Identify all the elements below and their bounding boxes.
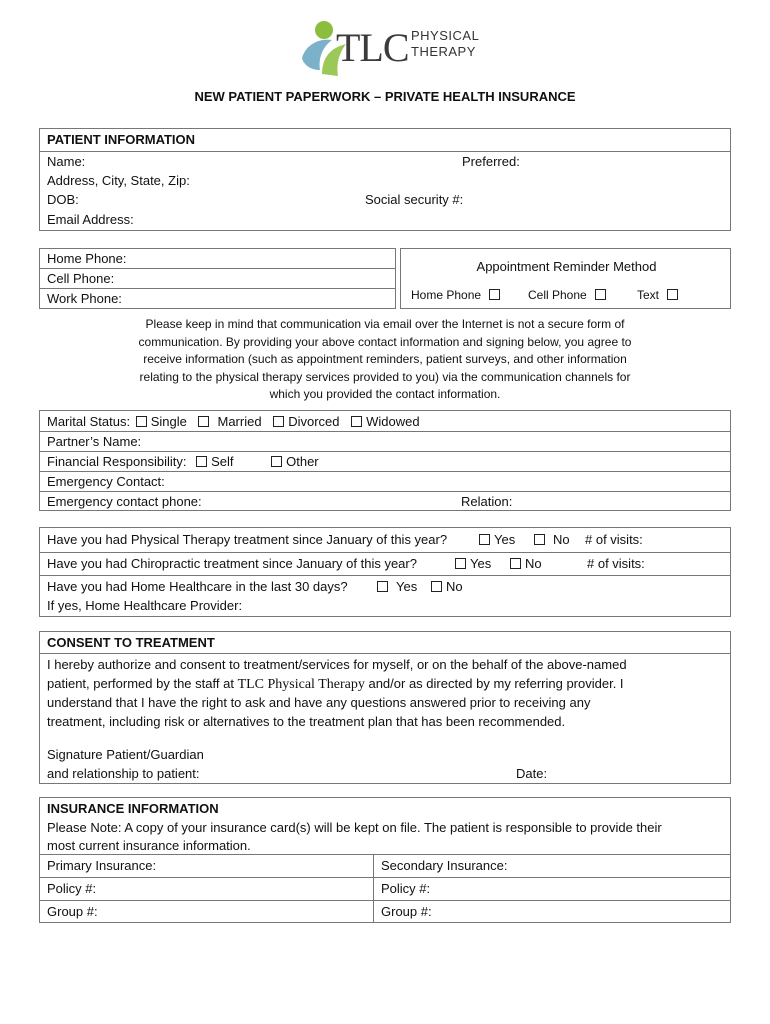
- insurance-note: Please Note: A copy of your insurance card(s) will be kept on file. The patient is responsible to provide their: [47, 820, 662, 835]
- primary-group-field[interactable]: Group #:: [47, 904, 98, 919]
- page-title: NEW PATIENT PAPERWORK – PRIVATE HEALTH INSURANCE: [194, 89, 576, 104]
- home-no-checkbox[interactable]: [431, 581, 442, 592]
- chiro-no-checkbox[interactable]: [510, 558, 521, 569]
- chiro-yes-label: Yes: [470, 556, 492, 571]
- reminder-home-label: Home Phone: [411, 288, 482, 302]
- emergency-phone-field[interactable]: Emergency contact phone:: [47, 494, 202, 509]
- financial-responsibility-label: Financial Responsibility:: [47, 454, 187, 469]
- home-yes-label: Yes: [396, 579, 418, 594]
- chiro-yes-checkbox[interactable]: [455, 558, 466, 569]
- notice-line: which you provided the contact information.: [269, 387, 501, 401]
- reminder-text-label: Text: [637, 288, 660, 302]
- home-no-label: No: [446, 579, 463, 594]
- single-label: Single: [150, 414, 187, 429]
- consent-practice-name: TLC Physical Therapy: [237, 677, 365, 692]
- consent-section: [39, 631, 731, 784]
- relation-field[interactable]: Relation:: [461, 494, 513, 509]
- email-field[interactable]: Email Address:: [47, 212, 134, 227]
- name-field[interactable]: Name:: [47, 154, 86, 169]
- secondary-insurance-field[interactable]: Secondary Insurance:: [381, 858, 508, 873]
- treatment-history-section: [39, 527, 731, 617]
- pt-yes-checkbox[interactable]: [479, 534, 490, 545]
- consent-text-line: and/or as directed by my referring provider. I: [368, 676, 624, 691]
- reminder-method-section: [400, 248, 731, 309]
- married-checkbox[interactable]: [198, 416, 209, 427]
- preferred-field[interactable]: Preferred:: [462, 154, 520, 169]
- notice-line: receive information (such as appointment reminders, patient surveys, and other information: [143, 352, 627, 366]
- other-checkbox[interactable]: [271, 456, 282, 467]
- emergency-contact-field[interactable]: Emergency Contact:: [47, 474, 165, 489]
- self-label: Self: [211, 454, 234, 469]
- partner-name-field[interactable]: Partner’s Name:: [47, 434, 142, 449]
- consent-header: CONSENT TO TREATMENT: [47, 635, 215, 650]
- pt-visits-field[interactable]: # of visits:: [585, 532, 643, 547]
- pt-question: Have you had Physical Therapy treatment since January of this year?: [47, 532, 448, 547]
- address-field[interactable]: Address, City, State, Zip:: [47, 173, 190, 188]
- reminder-cell-checkbox[interactable]: [595, 289, 606, 300]
- consent-text-line: I hereby authorize and consent to treatment/services for myself, or on the behalf of the above-named: [47, 657, 627, 672]
- marital-status-label: Marital Status:: [47, 414, 131, 429]
- insurance-header: INSURANCE INFORMATION: [47, 801, 219, 816]
- consent-text-line: patient, performed by the staff at: [47, 676, 234, 691]
- other-label: Other: [286, 454, 319, 469]
- self-checkbox[interactable]: [196, 456, 207, 467]
- widowed-checkbox[interactable]: [351, 416, 362, 427]
- work-phone-field[interactable]: Work Phone:: [47, 291, 122, 306]
- consent-text-line: treatment, including risk or alternatives to the treatment plan that has been recommended.: [47, 714, 566, 729]
- notice-line: communication. By providing your above contact information and signing below, you agree to: [138, 334, 632, 349]
- signature-field[interactable]: and relationship to patient:: [47, 766, 200, 781]
- chiro-question: Have you had Chiropractic treatment since January of this year?: [47, 556, 417, 571]
- reminder-cell-label: Cell Phone: [528, 288, 587, 302]
- pt-no-checkbox[interactable]: [534, 534, 545, 545]
- home-yes-checkbox[interactable]: [377, 581, 388, 592]
- secondary-policy-field[interactable]: Policy #:: [381, 881, 431, 896]
- home-phone-field[interactable]: Home Phone:: [47, 251, 127, 266]
- married-label: Married: [217, 414, 262, 429]
- widowed-label: Widowed: [366, 414, 420, 429]
- dob-field[interactable]: DOB:: [47, 192, 79, 207]
- marital-section: [39, 410, 731, 511]
- secondary-group-field[interactable]: Group #:: [381, 904, 432, 919]
- patient-information-section: [39, 128, 731, 231]
- insurance-note: most current insurance information.: [47, 838, 251, 853]
- reminder-title: Appointment Reminder Method: [476, 259, 657, 274]
- divorced-checkbox[interactable]: [273, 416, 284, 427]
- pt-yes-label: Yes: [494, 532, 516, 547]
- logo-name: TLC: [336, 25, 409, 70]
- primary-policy-field[interactable]: Policy #:: [47, 881, 97, 896]
- notice-line: relating to the physical therapy services provided to you) via the communication channels for: [139, 369, 631, 384]
- communication-notice: [60, 316, 710, 404]
- pt-no-label: No: [553, 532, 570, 547]
- reminder-home-checkbox[interactable]: [489, 289, 500, 300]
- consent-text-line: understand that I have the right to ask and have any questions answered prior to receiving any: [47, 695, 591, 710]
- primary-insurance-field[interactable]: Primary Insurance:: [47, 858, 157, 873]
- logo: [296, 18, 481, 80]
- logo-line2: THERAPY: [411, 44, 476, 59]
- consent-date-field[interactable]: Date:: [516, 766, 548, 781]
- home-provider-field[interactable]: If yes, Home Healthcare Provider:: [47, 598, 243, 613]
- single-checkbox[interactable]: [136, 416, 147, 427]
- home-healthcare-question: Have you had Home Healthcare in the last 30 days?: [47, 579, 348, 594]
- cell-phone-field[interactable]: Cell Phone:: [47, 271, 115, 286]
- patient-info-header: PATIENT INFORMATION: [47, 132, 196, 147]
- phone-section: [39, 248, 396, 309]
- logo-line1: PHYSICAL: [411, 28, 480, 43]
- chiro-visits-field[interactable]: # of visits:: [587, 556, 645, 571]
- chiro-no-label: No: [525, 556, 542, 571]
- notice-line: Please keep in mind that communication via email over the Internet is not a secure form of: [145, 317, 625, 331]
- divorced-label: Divorced: [288, 414, 340, 429]
- ssn-field[interactable]: Social security #:: [365, 192, 464, 207]
- signature-label: Signature Patient/Guardian: [47, 747, 204, 762]
- insurance-section: [39, 797, 731, 923]
- reminder-text-checkbox[interactable]: [667, 289, 678, 300]
